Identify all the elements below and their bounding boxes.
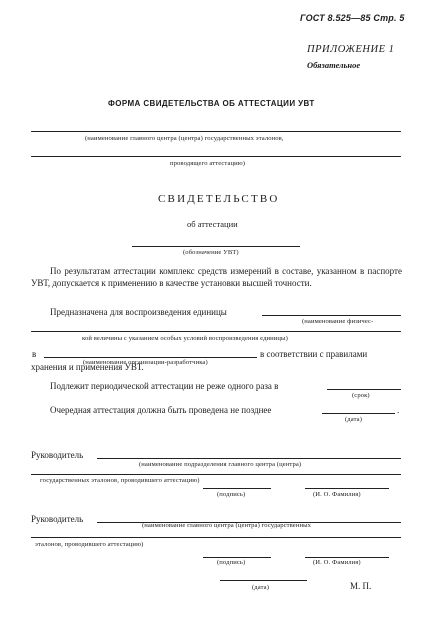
storage-prefix: в xyxy=(32,349,37,359)
attestation-conducting-caption: проводящего аттестацию) xyxy=(170,160,246,167)
head2-signature-caption: (подпись) xyxy=(217,559,246,566)
head2-signature-line xyxy=(203,557,271,558)
next-attestation-text: Очередная аттестация должна быть проведена не позднее xyxy=(50,405,272,415)
organization-caption: (наименование организации-разработчика) xyxy=(83,359,208,366)
head1-signature-line xyxy=(203,488,271,489)
period-caption: (срок) xyxy=(352,392,370,399)
uvt-caption: (обозначение УВТ) xyxy=(183,249,239,256)
physical-quantity-caption-cont: кой величины с указанием особых условий воспроизведения единицы) xyxy=(82,335,288,342)
appendix-title: ПРИЛОЖЕНИЕ 1 xyxy=(307,44,395,55)
head1-subdivision-line xyxy=(97,458,401,459)
purpose-line-2 xyxy=(31,331,401,332)
certificate-title: СВИДЕТЕЛЬСТВО xyxy=(158,193,280,205)
page-header: ГОСТ 8.525—85 Стр. 5 xyxy=(300,13,405,23)
center-name-line xyxy=(31,131,401,132)
certificate-subtitle: об аттестации xyxy=(187,219,238,229)
period-line xyxy=(327,389,401,390)
form-title: ФОРМА СВИДЕТЕЛЬСТВА ОБ АТТЕСТАЦИИ УВТ xyxy=(108,99,315,108)
head1-name-caption: (И. О. Фамилия) xyxy=(313,491,361,498)
next-date-caption: (дата) xyxy=(345,416,362,423)
storage-suffix: в соответствии с правилами xyxy=(260,349,368,359)
next-date-line xyxy=(322,413,395,414)
center-name-line-2 xyxy=(31,156,401,157)
head1-label: Руководитель xyxy=(31,450,84,460)
head2-label: Руководитель xyxy=(31,514,84,524)
storage-line2: хранения и применения УВТ. xyxy=(31,362,144,372)
head2-name-line xyxy=(305,557,389,558)
head2-etalon-line xyxy=(31,537,401,538)
head2-name-caption: (И. О. Фамилия) xyxy=(313,559,361,566)
center-name-caption: (наименование главного центра (центра) государственных эталонов, xyxy=(85,135,284,142)
date-line xyxy=(220,580,307,581)
periodic-text: Подлежит периодической аттестации не реже одного раза в xyxy=(50,381,279,391)
physical-quantity-caption: (наименование физичес- xyxy=(302,318,374,325)
stamp-mark: М. П. xyxy=(350,581,372,591)
head2-etalon-caption: эталонов, проводившего аттестацию) xyxy=(35,541,144,548)
head1-etalon-line xyxy=(31,474,401,475)
head1-subdivision-caption: (наименование подразделения главного центра (центра) xyxy=(139,461,302,468)
appendix-subtitle: Обязательное xyxy=(307,60,361,70)
head1-signature-caption: (подпись) xyxy=(217,491,246,498)
head1-etalon-caption: государственных эталонов, проводившего аттестацию) xyxy=(40,477,200,484)
head2-center-caption: (наименование главного центра (центра) государственных xyxy=(142,522,312,529)
result-paragraph: По результатам аттестации комплекс средств измерений в составе, указанном в паспорте УВТ, допускается к применению в качестве установки высшей точности. xyxy=(31,266,402,288)
purpose-line xyxy=(262,315,401,316)
date-caption: (дата) xyxy=(252,584,269,591)
uvt-line xyxy=(132,246,300,247)
purpose-label: Предназначена для воспроизведения единицы xyxy=(50,307,227,317)
organization-line xyxy=(44,357,257,358)
next-attestation-end: . xyxy=(397,405,400,415)
head1-name-line xyxy=(305,488,389,489)
